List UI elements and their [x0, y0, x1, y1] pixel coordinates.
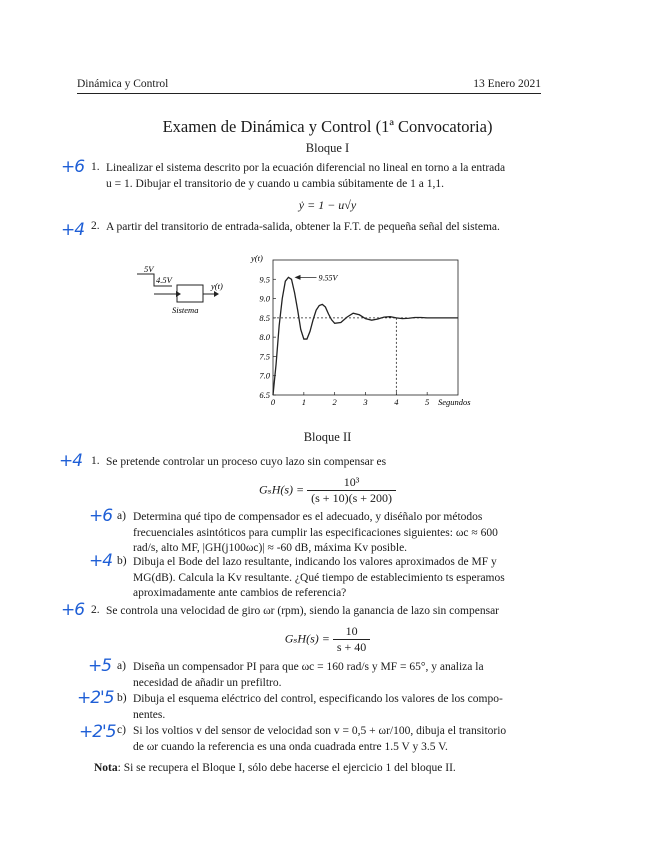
annotation-arrowhead [295, 275, 301, 280]
handwritten-mark: +4 [59, 451, 83, 471]
series-line [273, 277, 458, 395]
y-tick-label: 8.5 [259, 312, 270, 323]
question-number: 1. [91, 455, 100, 467]
bloque1-heading: Bloque I [305, 141, 350, 155]
handwritten-mark: +6 [89, 506, 113, 526]
text-line: MG(dB). Calcula la Kv resultante. ¿Qué tiempo de establecimiento ts esperamos [133, 571, 505, 584]
header-right: 13 Enero 2021 [473, 78, 541, 90]
text-line: rad/s, alto MF, |GH(j100ωc)| ≈ -60 dB, máxima Kv posible. [133, 542, 408, 554]
text-line: aproximadamente ante cambios de referencia? [133, 587, 347, 599]
input-low-label: 4.5V [156, 275, 172, 285]
item-text [133, 510, 543, 557]
y-tick-label: 6.5 [259, 390, 270, 400]
box-label: Sistema [172, 305, 199, 315]
handwritten-mark: +5 [88, 656, 112, 676]
text-line: Si los voltios v del sensor de velocidad son v = 0,5 + ωr/100, dibuja el transitorio [133, 725, 507, 737]
item-label: b) [117, 555, 127, 567]
annotation-label: 9.55V [318, 273, 338, 283]
text-line: Diseña un compensador PI para que ωc = 160 rad/s y MF = 65°, y analiza la [133, 661, 484, 673]
x-tick-label: 5 [425, 397, 430, 407]
handwritten-mark: +4 [61, 220, 85, 240]
eq-lhs: GₛH(s) = [284, 631, 330, 646]
text-line: Linealizar el sistema descrito por la ecuación diferencial no lineal en torno a la entrada [106, 162, 506, 174]
note-text: : Si se recupera el Bloque I, sólo debe hacerse el ejercicio 1 del bloque II. [117, 762, 456, 774]
fraction [307, 475, 396, 506]
text-line: necesidad de añadir un prefiltro. [133, 676, 282, 689]
item-text [133, 692, 543, 723]
numerator: 10³ [307, 475, 396, 491]
x-tick-label: 3 [363, 397, 368, 407]
question-number: 1. [91, 161, 100, 173]
block-diagram [132, 262, 242, 317]
note-label: Nota [94, 762, 118, 774]
eq-lhs: GₛH(s) = [259, 482, 305, 497]
question-text: Se controla una velocidad de giro ωr (rpm), siendo la ganancia de lazo sin compensar [106, 605, 499, 617]
text-line: Dibuja el esquema eléctrico del control, especificando los valores de los compo- [133, 693, 503, 705]
x-axis-label: Segundos [437, 397, 471, 407]
text-line: nentes. [133, 708, 166, 721]
question-number: 2. [91, 220, 100, 232]
y-tick-label: 7.5 [259, 351, 270, 362]
text-line: de ωr cuando la referencia es una onda cuadrada entre 1.5 V y 3.5 V. [133, 740, 448, 753]
item-label: b) [117, 692, 127, 704]
handwritten-mark: +6 [61, 600, 85, 620]
item-text [133, 660, 543, 691]
item-label: a) [117, 510, 126, 522]
handwritten-mark: +2'5 [79, 722, 116, 742]
header-rule [77, 93, 541, 94]
transfer-function-1 [0, 475, 655, 506]
x-tick-label: 4 [394, 397, 399, 407]
x-tick-label: 1 [301, 397, 306, 407]
bloque2-heading: Bloque II [303, 430, 352, 444]
numerator: 10 [333, 624, 370, 640]
text-line: u = 1. Dibujar el transitorio de y cuando u cambia súbitamente de 1 a 1,1. [106, 177, 444, 190]
item-label: a) [117, 660, 126, 672]
y-tick-label: 9.0 [259, 293, 270, 304]
text-line: Determina qué tipo de compensador es el adecuado, y diséñalo por métodos [133, 511, 483, 523]
question-number: 2. [91, 604, 100, 616]
question-text [106, 161, 542, 192]
handwritten-mark: +2'5 [77, 688, 114, 708]
y-axis-label: y(t) [251, 253, 263, 263]
handwritten-mark: +6 [61, 157, 85, 177]
question-text: A partir del transitorio de entrada-salida, obtener la F.T. de pequeña señal del sistema. [106, 221, 500, 233]
x-tick-label: 0 [270, 397, 276, 407]
transient-chart [245, 250, 485, 412]
item-text [133, 724, 543, 755]
y-tick-label: 9.5 [259, 274, 270, 285]
text-line: frecuenciales asintóticos para cumplir las especificaciones siguientes: ωc ≈ 600 [133, 526, 498, 539]
handwritten-mark: +4 [89, 551, 113, 571]
denominator: (s + 10)(s + 200) [311, 491, 392, 505]
fraction [333, 624, 370, 655]
text-line: Dibuja el Bode del lazo resultante, indicando los valores aproximados de MF y [133, 556, 497, 568]
input-high-label: 5V [144, 264, 154, 274]
x-tick-label: 2 [332, 397, 337, 407]
note [94, 761, 456, 777]
output-label: y(t) [211, 281, 223, 291]
page-title: Examen de Dinámica y Control (1ª Convocatoria) [162, 117, 493, 136]
item-text [133, 555, 543, 602]
equation: ẏ = 1 − u√y [298, 198, 357, 212]
denominator: s + 40 [336, 640, 367, 654]
question-text: Se pretende controlar un proceso cuyo lazo sin compensar es [106, 456, 387, 468]
transfer-function-2 [0, 624, 655, 655]
y-tick-label: 7.0 [259, 370, 270, 381]
header-left: Dinámica y Control [77, 78, 169, 90]
item-label: c) [117, 724, 126, 736]
y-tick-label: 8.0 [259, 332, 270, 343]
